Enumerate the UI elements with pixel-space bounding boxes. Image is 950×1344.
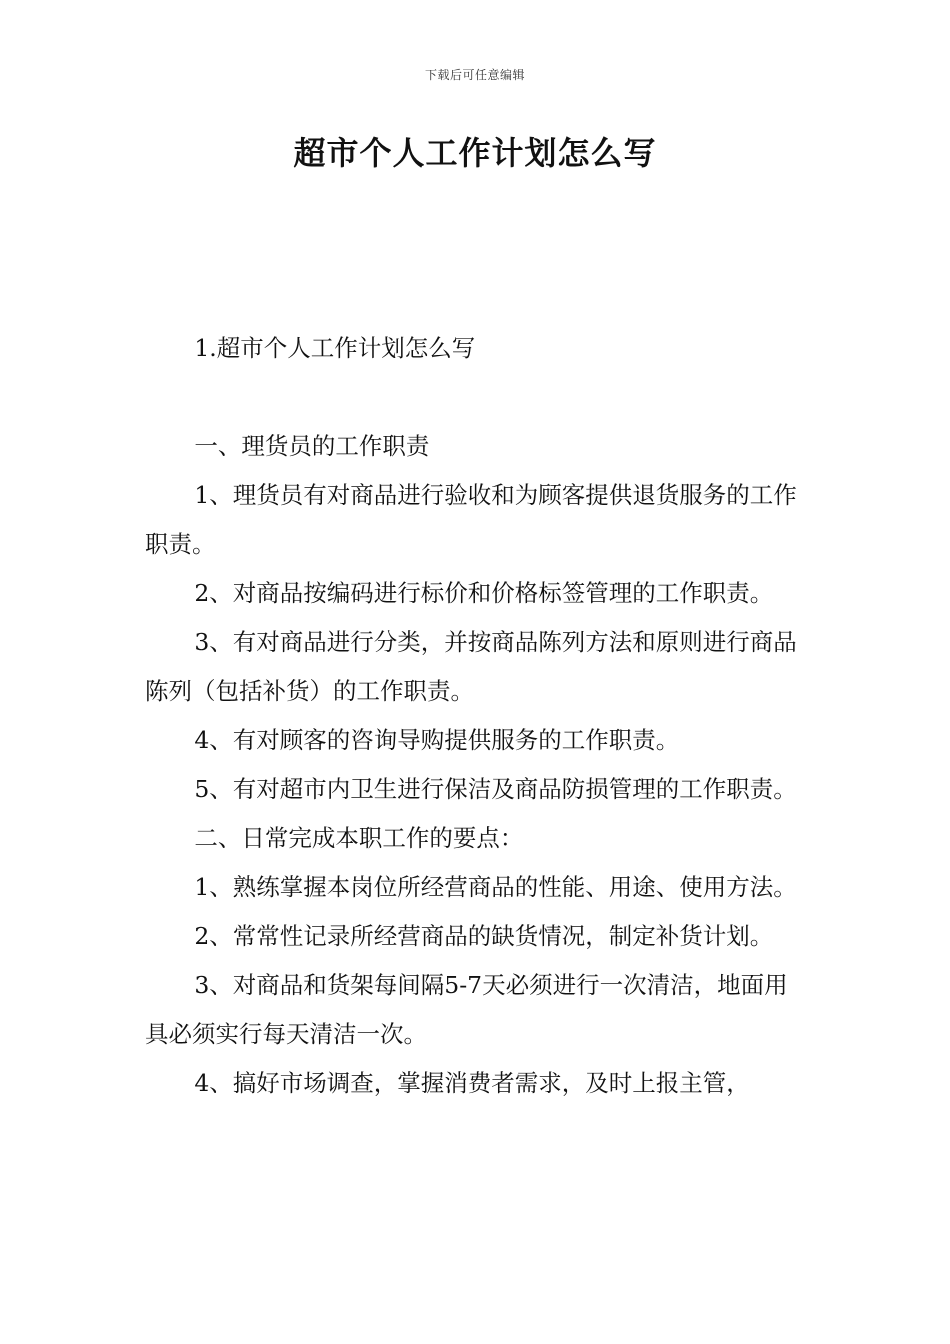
paragraph: 1、熟练掌握本岗位所经营商品的性能、用途、使用方法。 bbox=[194, 873, 797, 901]
document-body bbox=[145, 324, 810, 1108]
paragraph: 1、理货员有对商品进行验收和为顾客提供退货服务的工作职责。 bbox=[145, 481, 797, 558]
section-heading: 1.超市个人工作计划怎么写 bbox=[194, 334, 476, 362]
paragraph: 2、常常性记录所经营商品的缺货情况，制定补货计划。 bbox=[194, 922, 774, 950]
page-header-note: 下载后可任意编辑 bbox=[424, 68, 525, 82]
document-title: 超市个人工作计划怎么写 bbox=[293, 134, 657, 172]
subsection-heading: 一、理货员的工作职责 bbox=[194, 432, 430, 460]
paragraph: 4、有对顾客的咨询导购提供服务的工作职责。 bbox=[194, 726, 680, 754]
paragraph: 2、对商品按编码进行标价和价格标签管理的工作职责。 bbox=[194, 579, 774, 607]
subsection-heading: 二、日常完成本职工作的要点： bbox=[194, 824, 524, 852]
paragraph: 4、搞好市场调查，掌握消费者需求，及时上报主管， bbox=[194, 1069, 750, 1097]
paragraph: 5、有对超市内卫生进行保洁及商品防损管理的工作职责。 bbox=[194, 775, 797, 803]
paragraph: 3、有对商品进行分类，并按商品陈列方法和原则进行商品陈列（包括补货）的工作职责。 bbox=[145, 628, 797, 705]
paragraph: 3、对商品和货架每间隔5-7天必须进行一次清洁，地面用具必须实行每天清洁一次。 bbox=[145, 971, 788, 1048]
